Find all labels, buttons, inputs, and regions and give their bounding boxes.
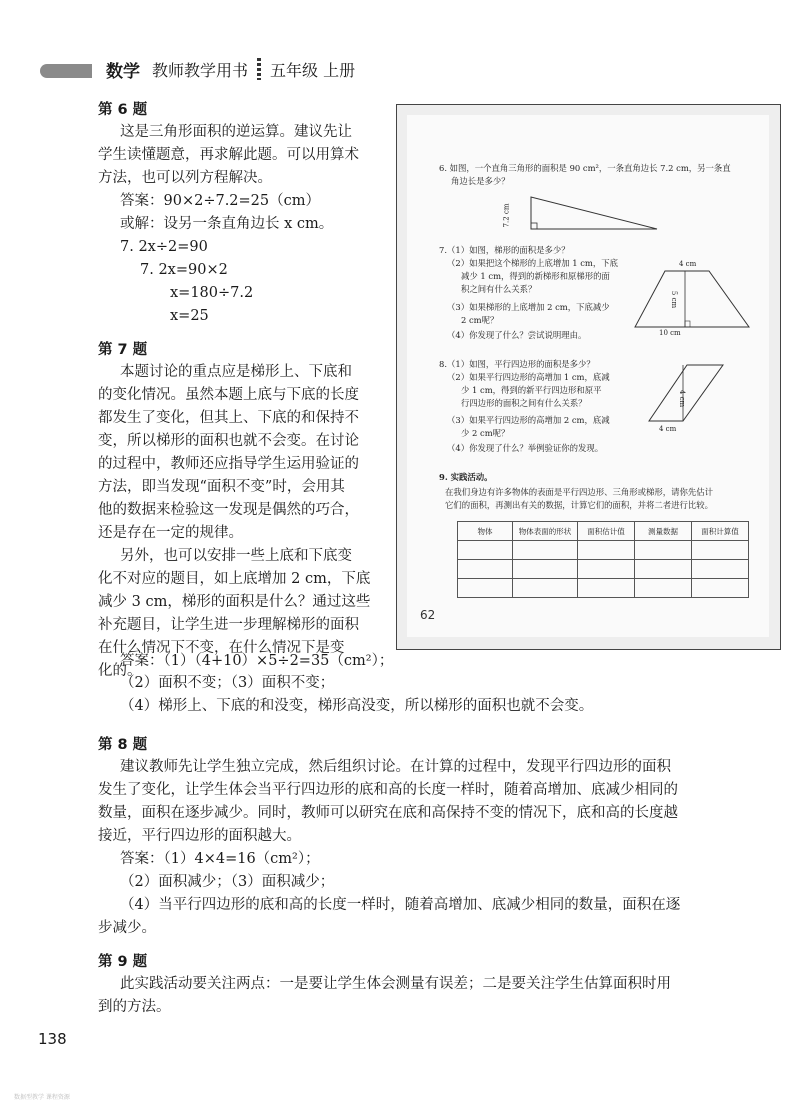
q8-line: 发生了变化，让学生体会当平行四边形的底和高的长度一样时，随着高增加、底减少相同的 [98, 782, 678, 798]
q7-line: 他的数据来检验这一发现是偶然的巧合， [98, 502, 359, 518]
tb-p8-line: 8.（1）如图，平行四边形的面积是多少？ [439, 359, 595, 369]
q8-answer: 步减少。 [98, 920, 156, 936]
tb-p7-line: 减少 1 cm，得到的新梯形和原梯形的面 [461, 271, 610, 281]
q7-line: 化的。 [98, 663, 142, 679]
q8-answer: （2）面积减少；（3）面积减少； [120, 874, 335, 890]
tb-p7-line: 7.（1）如图，梯形的面积是多少？ [439, 245, 570, 255]
q8-line: 数量，面积在逐步减少。同时，教师可以研究在底和高保持不变的情况下，底和高的长度越 [98, 805, 678, 821]
q7-line: 的变化情况。虽然本题上底与下底的长度 [98, 387, 359, 403]
q6-line: 学生读懂题意，再求解此题。可以用算术 [98, 147, 359, 163]
q7-answer: （4）梯形上、下底的和没变，梯形高没变，所以梯形的面积也就不会变。 [120, 698, 594, 714]
q6-line: 方法，也可以列方程解决。 [98, 170, 272, 186]
tb-p8-line: （4）你发现了什么？举例验证你的发现。 [447, 443, 604, 453]
textbook-page-number: 62 [420, 608, 436, 622]
tb-p8-line: 行四边形的面积之间有什么关系？ [461, 398, 587, 408]
table-header-row [458, 522, 749, 541]
trapezoid-shape [635, 271, 749, 327]
tb-p7-height-label: 5 cm [670, 290, 679, 309]
q6-line: 或解：设另一条直角边长 x cm。 [120, 216, 334, 232]
q7-line: 方法，即当发现“面积不变”时，会用其 [98, 479, 345, 495]
page-number: 138 [38, 1030, 67, 1048]
tb-p9-line: 在我们身边有许多物体的表面是平行四边形、三角形或梯形，请你先估计 [445, 487, 713, 497]
q6-equation: x=25 [170, 308, 209, 324]
q7-answer: （2）面积不变；（3）面积不变； [120, 675, 335, 691]
q8-answer: 答案：（1）4×4=16（cm²）； [120, 851, 320, 867]
tb-p8-line: 少 1 cm，得到的新平行四边形和原平 [461, 385, 602, 395]
table-header-cell: 物体表面的形状 [513, 522, 578, 541]
tb-p7-bottom-label: 10 cm [659, 329, 681, 337]
q7-line: 另外，也可以安排一些上底和下底变 [120, 548, 352, 564]
table-header-cell: 物体 [458, 522, 513, 541]
tb-p8-line: （3）如果平行四边形的高增加 2 cm，底减 [447, 415, 610, 425]
table-row [458, 579, 749, 598]
q8-line: 接近，平行四边形的面积越大。 [98, 828, 301, 844]
q9-line: 到的方法。 [98, 999, 171, 1015]
q6-line: 这是三角形面积的逆运算。建议先让 [120, 124, 352, 140]
tb-p8-line: （2）如果平行四边形的高增加 1 cm，底减 [447, 372, 610, 382]
q7-line: 还是存在一定的规律。 [98, 525, 243, 541]
tb-p7-line: （4）你发现了什么？尝试说明理由。 [447, 330, 587, 340]
tb-p8-base-label: 4 cm [659, 425, 677, 433]
table-header-cell: 面积估计值 [578, 522, 635, 541]
q7-line: 在什么情况下不变，在什么情况下是变 [98, 640, 345, 656]
q8-title: 第 8 题 [98, 737, 148, 753]
tb-p6-line: 6. 如图，一个直角三角形的面积是 90 cm²，一条直角边长 7.2 cm，另一条直 [439, 163, 731, 173]
tb-trapezoid-figure [627, 263, 757, 335]
q7-line: 补充题目，让学生进一步理解梯形的面积 [98, 617, 359, 633]
table-row [458, 560, 749, 579]
tb-p7-top-label: 4 cm [679, 260, 697, 268]
tb-p8-line: 少 2 cm呢？ [461, 428, 510, 438]
textbook-page-image [396, 104, 781, 650]
q6-equation: 7. 2x=90×2 [140, 262, 228, 278]
q7-line: 本题讨论的重点应是梯形上、下底和 [120, 364, 352, 380]
right-angle-mark [685, 321, 690, 327]
watermark: 数据型教学 课程资源 [14, 1094, 70, 1101]
right-triangle-shape [531, 197, 657, 229]
q6-equation: 7. 2x÷2=90 [120, 239, 208, 255]
q7-line: 化不对应的题目，如上底增加 2 cm，下底 [98, 571, 371, 587]
q9-line: 此实践活动要关注两点：一是要让学生体会测量有误差；二是要关注学生估算面积时用 [120, 976, 671, 992]
header-tab-bar [40, 64, 92, 78]
q7-title: 第 7 题 [98, 342, 148, 358]
tb-p6-line: 角边长是多少？ [451, 176, 510, 186]
q8-line: 建议教师先让学生独立完成，然后组织讨论。在计算的过程中，发现平行四边形的面积 [120, 759, 671, 775]
tb-p7-line: 积之间有什么关系？ [461, 284, 537, 294]
header-grade: 五年级 上册 [270, 61, 356, 80]
table-header-cell: 测量数据 [635, 522, 692, 541]
tb-p9-line: 它们的面积，再测出有关的数据，计算它们的面积，并将二者进行比较。 [445, 500, 713, 510]
q6-answer: 答案：90×2÷7.2=25（cm） [120, 193, 321, 209]
tb-p8-height-label: 4 cm [678, 389, 687, 408]
q7-line: 减少 3 cm，梯形的面积是什么？通过这些 [98, 594, 371, 610]
tb-p9-line: 9. 实践活动。 [439, 472, 493, 482]
q7-line: 都发生了变化，但其上、下底的和保持不 [98, 410, 359, 426]
header-separator [257, 58, 261, 80]
table-row [458, 541, 749, 560]
q7-answer: 答案：（1）（4+10）×5÷2=35（cm²）； [120, 653, 394, 669]
tb-p7-line: （3）如果梯形的上底增加 2 cm，下底减少 [447, 302, 610, 312]
header-book-title: 教师教学用书 [152, 61, 249, 80]
q7-line: 的过程中，教师还应指导学生运用验证的 [98, 456, 359, 472]
q8-answer: （4）当平行四边形的底和高的长度一样时，随着高增加、底减少相同的数量，面积在逐 [120, 897, 681, 913]
tb-activity-table [457, 521, 749, 598]
q6-equation: x=180÷7.2 [170, 285, 254, 301]
tb-p7-line: （2）如果把这个梯形的上底增加 1 cm，下底 [447, 258, 618, 268]
tb-p7-line: 2 cm呢？ [461, 315, 499, 325]
header-subject: 数学 [106, 62, 140, 82]
tb-p6-side-label: 7.2 cm [502, 203, 511, 228]
q6-title: 第 6 题 [98, 102, 148, 118]
table-header-cell: 面积计算值 [692, 522, 749, 541]
q9-title: 第 9 题 [98, 954, 148, 970]
q7-line: 变，所以梯形的面积也就不会变。在讨论 [98, 433, 359, 449]
right-angle-mark [531, 223, 537, 229]
tb-triangle-figure [517, 191, 667, 235]
